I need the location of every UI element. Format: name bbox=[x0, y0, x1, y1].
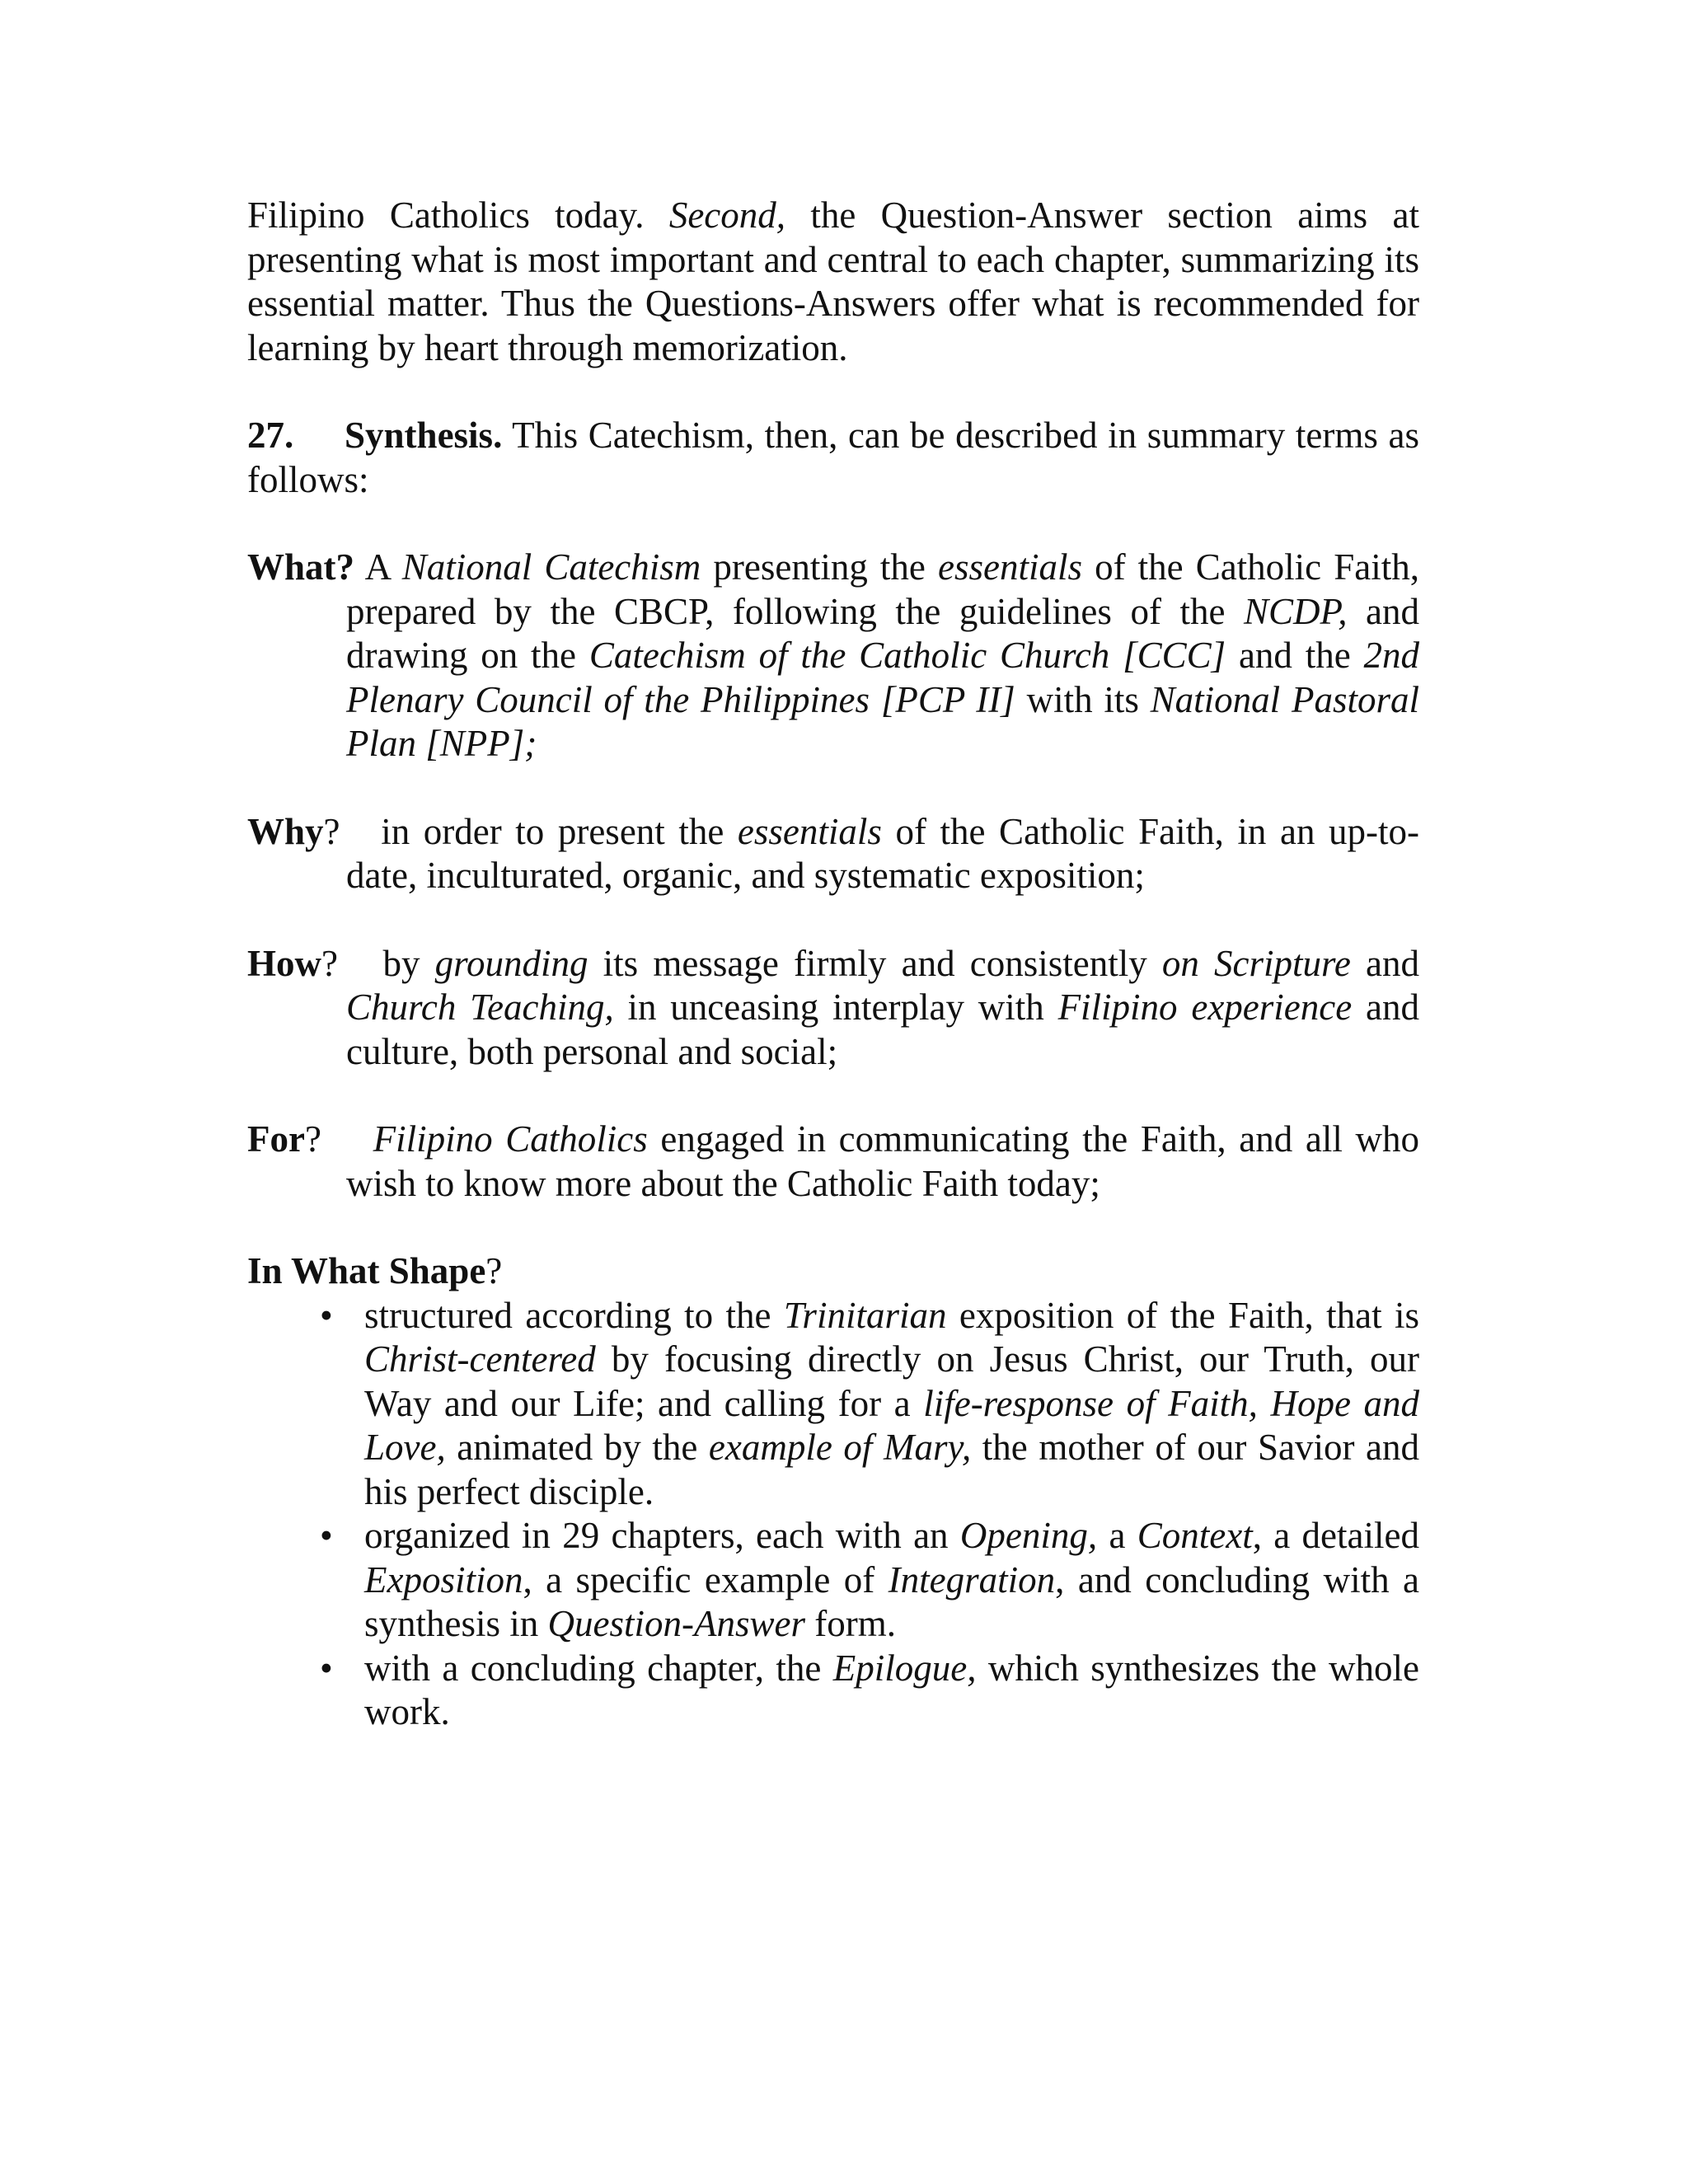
bullet-icon: • bbox=[320, 1647, 333, 1689]
question-mark: ? bbox=[304, 1118, 321, 1160]
document-page bbox=[247, 194, 1419, 1735]
what-emph: Catechism of the Catholic Church [CCC] bbox=[588, 635, 1226, 676]
how-emph: Church Teaching, bbox=[346, 987, 614, 1028]
item-text: which synthesizes the whole work. bbox=[364, 1647, 1419, 1732]
bullet-icon: • bbox=[320, 1294, 333, 1336]
question-mark: ? bbox=[321, 942, 338, 984]
intro-text-1: Filipino Catholics today. bbox=[247, 194, 669, 236]
item-text: the mother of our Savior and his perfect disciple. bbox=[364, 1427, 1419, 1512]
list-item bbox=[247, 1514, 1419, 1647]
what-emph: essentials bbox=[937, 546, 1082, 588]
item-emph: Opening, bbox=[959, 1515, 1098, 1556]
shape-heading bbox=[247, 1249, 1419, 1294]
item-text: with a concluding chapter, the bbox=[364, 1647, 833, 1689]
intro-emphasis: Second, bbox=[668, 194, 786, 236]
for-label: For bbox=[247, 1118, 305, 1160]
item-emph: Context bbox=[1137, 1515, 1253, 1556]
why-text: of the Catholic Faith, in an up-to-date, inculturated, organic, and systematic exposition; bbox=[346, 810, 1419, 896]
what-text: and drawing on the bbox=[346, 590, 1419, 676]
question-mark: ? bbox=[323, 810, 340, 852]
bullet-icon: • bbox=[320, 1515, 333, 1556]
item-emph: Exposition bbox=[364, 1558, 523, 1601]
item-emph: example of Mary, bbox=[708, 1427, 972, 1468]
item-text: , a specific example of bbox=[523, 1558, 889, 1601]
synthesis-title: Synthesis. bbox=[345, 415, 503, 456]
for-text: engaged in communicating the Faith, and all who wish to know more about the Catholic Faith today; bbox=[346, 1118, 1420, 1204]
item-text: by focusing directly on Jesus Christ, our Truth, our Way and our Life; and calling for a bbox=[364, 1338, 1419, 1424]
for-item bbox=[247, 1118, 1419, 1206]
how-item bbox=[247, 942, 1419, 1075]
item-text: animated by the bbox=[445, 1427, 709, 1468]
how-text: in unceasing interplay with bbox=[613, 987, 1058, 1028]
item-text: a bbox=[1097, 1515, 1137, 1556]
how-label: How bbox=[247, 942, 321, 984]
list-item bbox=[247, 1647, 1419, 1735]
shape-list bbox=[247, 1294, 1419, 1735]
what-text: A bbox=[354, 546, 402, 588]
shape-label: In What Shape bbox=[247, 1250, 486, 1291]
intro-paragraph bbox=[247, 194, 1419, 370]
why-label: Why bbox=[247, 810, 324, 852]
how-text: by bbox=[337, 942, 435, 984]
how-emph: on Scripture bbox=[1161, 942, 1351, 984]
what-label: What? bbox=[247, 546, 355, 588]
what-emph: NCDP, bbox=[1244, 590, 1348, 632]
what-emph: National Pastoral Plan [NPP]; bbox=[346, 678, 1419, 764]
what-item bbox=[247, 546, 1419, 766]
why-emph: essentials bbox=[737, 810, 882, 852]
item-text: , and concluding with a synthesis in bbox=[364, 1558, 1420, 1644]
what-text: and the bbox=[1226, 635, 1364, 676]
how-emph: grounding bbox=[434, 942, 588, 984]
what-emph: National Catechism bbox=[401, 546, 701, 588]
question-mark: ? bbox=[485, 1250, 503, 1291]
item-emph: Trinitarian bbox=[783, 1294, 947, 1336]
synthesis-text: This Catechism, then, can be described in summary terms as follows: bbox=[247, 415, 1419, 500]
synthesis-paragraph bbox=[247, 414, 1419, 502]
what-emph: 2nd Plenary Council of the Philippines [PCP II] bbox=[346, 635, 1419, 720]
item-emph: Question-Answer bbox=[547, 1603, 806, 1644]
item-emph: life-response of Faith, Hope and Love, bbox=[364, 1382, 1420, 1468]
item-text: form. bbox=[805, 1603, 896, 1644]
how-text: and culture, both personal and social; bbox=[346, 987, 1419, 1072]
item-text: organized in 29 chapters, each with an bbox=[364, 1515, 960, 1556]
why-text: in order to present the bbox=[340, 810, 738, 852]
intro-text-2: the Question-Answer section aims at presenting what is most important and central to each chapter, summarizing its essential matter. Thus the Questions-Answers offer what is recommended for learning by heart through memorization. bbox=[247, 194, 1419, 368]
why-item bbox=[247, 810, 1419, 898]
item-text: , a detailed bbox=[1252, 1515, 1419, 1556]
what-text: with its bbox=[1015, 678, 1151, 720]
what-text: presenting the bbox=[701, 546, 938, 588]
item-emph: Christ-centered bbox=[364, 1338, 596, 1380]
item-emph: Integration bbox=[888, 1558, 1056, 1601]
how-emph: Filipino experience bbox=[1057, 987, 1353, 1028]
for-text bbox=[321, 1118, 373, 1160]
how-text: its message firmly and consistently bbox=[588, 942, 1162, 984]
list-item bbox=[247, 1294, 1419, 1515]
paragraph-number: 27. bbox=[247, 415, 294, 456]
item-emph: Epilogue, bbox=[832, 1647, 977, 1689]
item-text: exposition of the Faith, that is bbox=[946, 1294, 1420, 1336]
how-text: and bbox=[1350, 942, 1419, 984]
what-text: of the Catholic Faith, prepared by the CBCP, following the guidelines of the bbox=[346, 546, 1419, 632]
item-text: structured according to the bbox=[364, 1294, 784, 1336]
for-emph: Filipino Catholics bbox=[373, 1118, 648, 1160]
